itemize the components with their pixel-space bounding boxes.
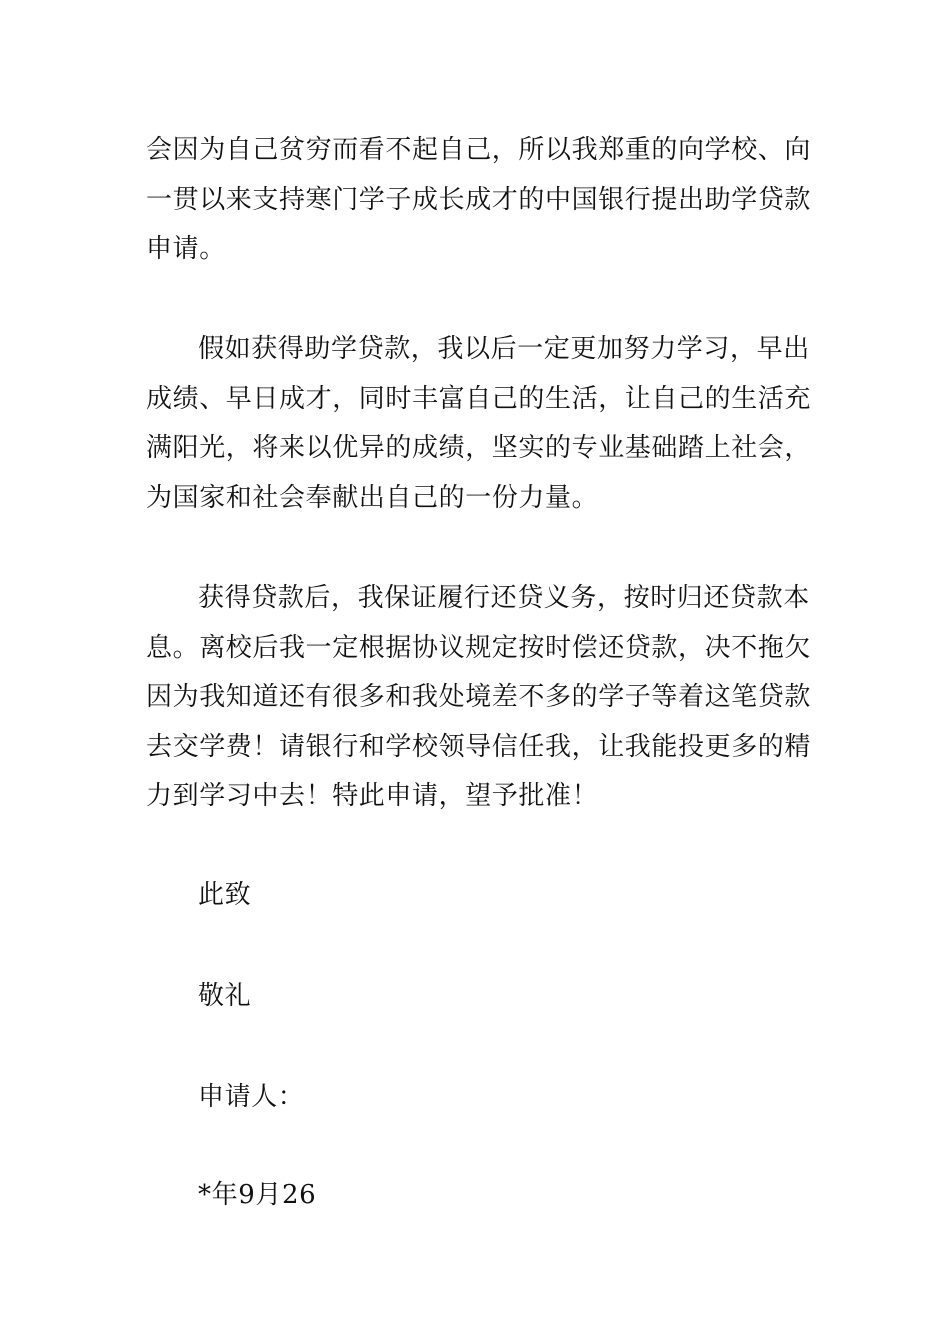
paragraph-line: 假如获得助学贷款，我以后一定更加努力学习，早出: [198, 334, 810, 364]
closing-salutation: 此致: [198, 880, 252, 910]
applicant-label: 申请人：: [198, 1082, 305, 1112]
date-line: *年9月26: [198, 1180, 317, 1210]
paragraph-line: 成绩、早日成才，同时丰富自己的生活，让自己的生活充: [146, 383, 812, 414]
paragraph-loan-plan: [146, 325, 812, 523]
paragraph-line: 获得贷款后，我保证履行还贷义务，按时归还贷款本: [198, 583, 810, 613]
paragraph-line: 去交学费！请银行和学校领导信任我，让我能投更多的精: [146, 731, 812, 762]
paragraph-line: 息。离校后我一定根据协议规定按时偿还贷款，决不拖欠: [146, 632, 812, 663]
paragraph-line: 因为我知道还有很多和我处境差不多的学子等着这笔贷款: [146, 682, 812, 712]
paragraph-repayment: [146, 574, 812, 822]
paragraph-line: 会因为自己贫穷而看不起自己，所以我郑重的向学校、向: [146, 135, 812, 165]
paragraph-line: 一贯以来支持寒门学子成长成才的中国银行提出助学贷款: [146, 184, 812, 215]
paragraph-line: 力到学习中去！特此申请，望予批准！: [146, 781, 599, 811]
paragraph-continuation: [146, 126, 812, 275]
paragraph-line: 满阳光，将来以优异的成绩，坚实的专业基础踏上社会，: [146, 433, 812, 463]
paragraph-line: 申请。: [146, 234, 226, 264]
closing-regards: 敬礼: [198, 981, 252, 1011]
paragraph-line: 为国家和社会奉献出自己的一份力量。: [146, 482, 599, 513]
